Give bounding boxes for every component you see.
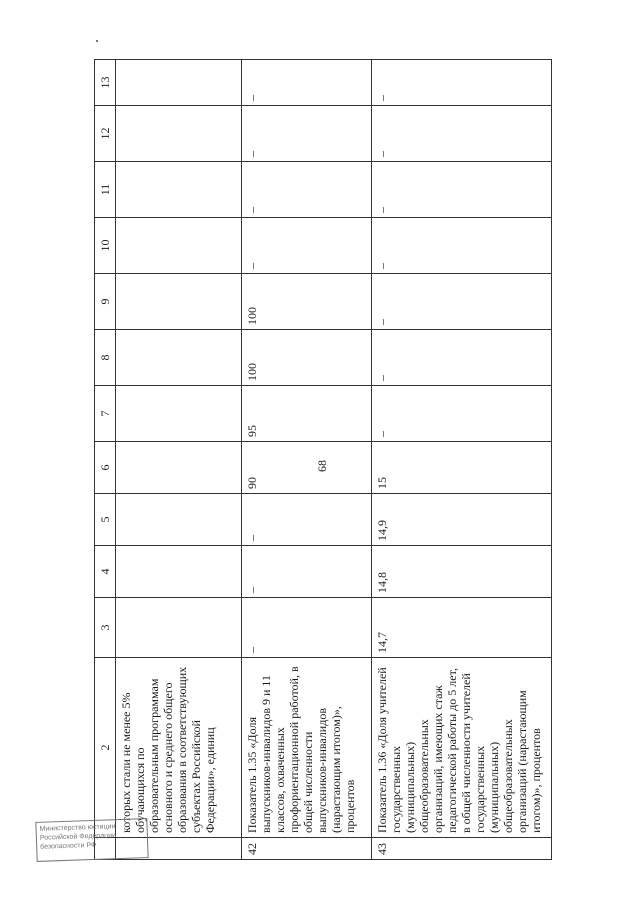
indicator-table xyxy=(94,59,552,860)
indicator-text: Показатель 1.35 «Доля выпускников-инвалидов 9 и 11 классов, охваченных профориентационной работой, в общей численности выпускников-инвалидов (нарастающим итогом)», процентов xyxy=(242,658,372,838)
value-cell xyxy=(116,442,242,494)
stamp-line: Российской Федерации xyxy=(39,832,117,842)
value-cell: – xyxy=(242,598,372,658)
value-cell xyxy=(116,218,242,274)
page-number: 68 xyxy=(315,460,329,472)
value-cell: – xyxy=(372,274,552,330)
value-cell: 90 xyxy=(242,442,372,494)
value-cell xyxy=(116,274,242,330)
header-cell-9: 9 xyxy=(95,274,116,330)
header-cell-12: 12 xyxy=(95,106,116,162)
value-cell: – xyxy=(242,494,372,546)
value-cell: 14,8 xyxy=(372,546,552,598)
value-cell: 15 xyxy=(372,442,552,494)
header-cell-13: 13 xyxy=(95,60,116,106)
value-cell: 100 xyxy=(242,330,372,386)
stamp-line: безопасности РФ xyxy=(40,841,97,851)
value-cell xyxy=(116,386,242,442)
value-cell xyxy=(116,60,242,106)
header-cell-10: 10 xyxy=(95,218,116,274)
scan-speck xyxy=(96,40,98,42)
value-cell: – xyxy=(242,218,372,274)
value-cell: 100 xyxy=(242,274,372,330)
indicator-text: которых стали не менее 5% обучающихся по образовательным программам основного и среднего общего образования в соответствующих субъектах Российской Федерации», единиц xyxy=(116,658,242,838)
value-cell: – xyxy=(242,106,372,162)
header-cell-4: 4 xyxy=(95,546,116,598)
value-cell: 14,7 xyxy=(372,598,552,658)
stamp-line: Министерство юстиции xyxy=(39,823,116,833)
value-cell: – xyxy=(242,546,372,598)
table-row xyxy=(372,60,552,860)
value-cell xyxy=(116,106,242,162)
value-cell xyxy=(116,162,242,218)
value-cell: – xyxy=(372,162,552,218)
value-cell xyxy=(116,546,242,598)
header-row xyxy=(95,60,116,860)
row-number: 43 xyxy=(372,838,552,860)
indicator-text: Показатель 1.36 «Доля учителей государственных (муниципальных) общеобразовательных организаций, имеющих стаж педагогической работы до 5 лет, в общей численности учителей государственных (муниципальных) общеобразовательных организаций (нарастающим итогом)», процентов xyxy=(372,658,552,838)
value-cell: – xyxy=(372,60,552,106)
table-row xyxy=(242,60,372,860)
value-cell: – xyxy=(242,162,372,218)
header-cell-3: 3 xyxy=(95,598,116,658)
row-number: 42 xyxy=(242,838,372,860)
table-row xyxy=(116,60,242,860)
registration-stamp xyxy=(35,818,148,862)
value-cell: – xyxy=(372,106,552,162)
value-cell: – xyxy=(372,330,552,386)
header-cell-5: 5 xyxy=(95,494,116,546)
value-cell: – xyxy=(372,386,552,442)
value-cell: – xyxy=(372,218,552,274)
rotated-table-wrapper xyxy=(94,60,543,860)
header-cell-8: 8 xyxy=(95,330,116,386)
header-cell-7: 7 xyxy=(95,386,116,442)
header-cell-11: 11 xyxy=(95,162,116,218)
header-cell-6: 6 xyxy=(95,442,116,494)
header-cell-2: 2 xyxy=(95,658,116,838)
value-cell xyxy=(116,494,242,546)
value-cell xyxy=(116,598,242,658)
value-cell: 14,9 xyxy=(372,494,552,546)
value-cell: – xyxy=(242,60,372,106)
value-cell xyxy=(116,330,242,386)
value-cell: 95 xyxy=(242,386,372,442)
